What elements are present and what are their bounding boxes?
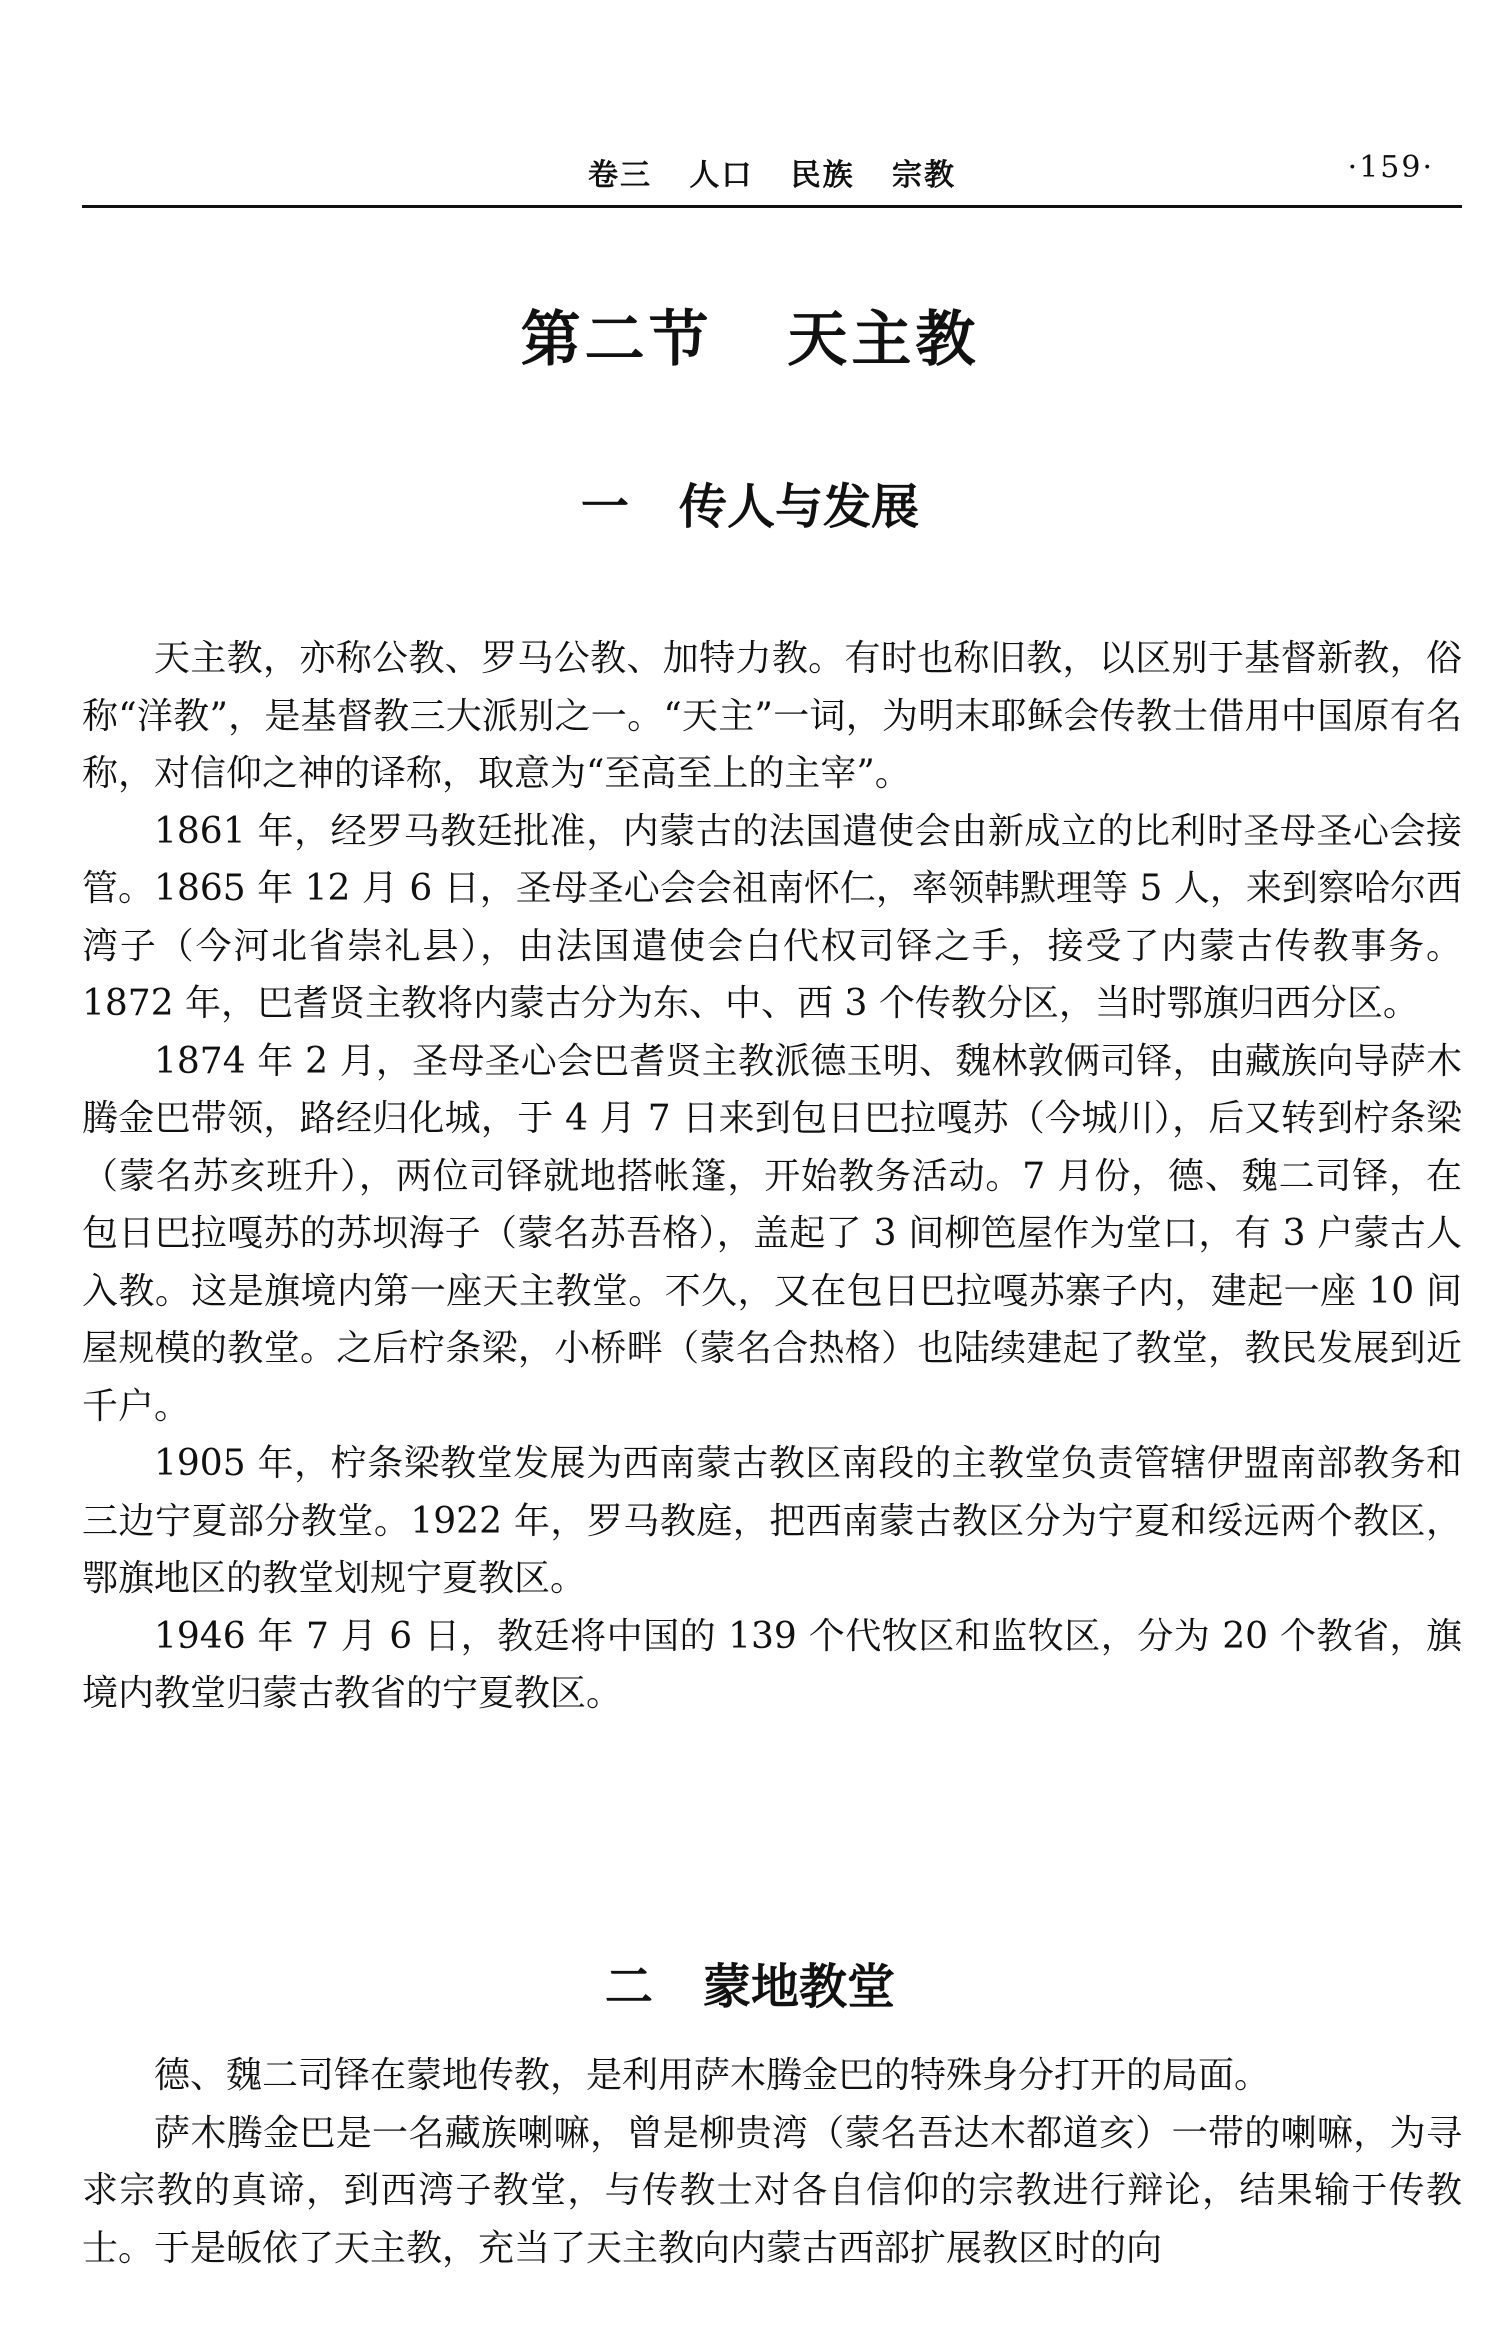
page-number: ·159· <box>1347 150 1434 185</box>
paragraph: 天主教，亦称公教、罗马公教、加特力教。有时也称旧教，以区别于基督新教，俗称“洋教”，是基督教三大派别之一。“天主”一词，为明末耶稣会传教士借用中国原有名称，对信仰之神的译称，取意为“至高至上的主宰”。 <box>82 638 1462 794</box>
body-text-part1 <box>82 630 1462 1723</box>
body-text-part2 <box>82 2047 1462 2277</box>
paragraph: 1905 年，柠条梁教堂发展为西南蒙古教区南段的主教堂负责管辖伊盟南部教务和三边宁夏部分教堂。1922 年，罗马教庭，把西南蒙古教区分为宁夏和绥远两个教区，鄂旗地区的教堂划规宁夏教区。 <box>82 1443 1462 1599</box>
paragraph: 德、魏二司铎在蒙地传教，是利用萨木腾金巴的特殊身分打开的局面。 <box>154 2055 1271 2096</box>
header-rule <box>82 205 1462 208</box>
page-header <box>82 150 1462 198</box>
section-title: 第二节 天主教 <box>520 305 980 375</box>
running-head: 卷三 人口 民族 宗教 <box>588 158 956 193</box>
paragraph: 1874 年 2 月，圣母圣心会巴耆贤主教派德玉明、魏林敦俩司铎，由藏族向导萨木腾金巴带领，路经归化城，于 4 月 7 日来到包日巴拉嘎苏（今城川），后又转到柠条梁（蒙名苏亥班升），两位司铎就地搭帐篷，开始教务活动。7 月份，德、魏二司铎，在包日巴拉嘎苏的苏坝海子（蒙名苏吾格），盖起了 3 间柳笆屋作为堂口，有 3 户蒙古人入教。这是旗境内第一座天主教堂。不久，又在包日巴拉嘎苏寨子内，建起一座 10 间屋规模的教堂。之后柠条梁，小桥畔（蒙名合热格）也陆续建起了教堂，教民发展到近千户。 <box>82 1040 1462 1427</box>
subheading-2: 二 蒙地教堂 <box>604 1959 896 2015</box>
paragraph: 1946 年 7 月 6 日，教廷将中国的 139 个代牧区和监牧区，分为 20 个教省，旗境内教堂归蒙古教省的宁夏教区。 <box>82 1615 1462 1714</box>
paragraph: 1861 年，经罗马教廷批准，内蒙古的法国遣使会由新成立的比利时圣母圣心会接管。1865 年 12 月 6 日，圣母圣心会会祖南怀仁，率领韩默理等 5 人，来到察哈尔西湾子（今河北省崇礼县），由法国遣使会白代权司铎之手，接受了内蒙古传教事务。1872 年，巴耆贤主教将内蒙古分为东、中、西 3 个传教分区，当时鄂旗归西分区。 <box>82 810 1462 1024</box>
paragraph: 萨木腾金巴是一名藏族喇嘛，曾是柳贵湾（蒙名吾达木都道亥）一带的喇嘛，为寻求宗教的真谛，到西湾子教堂，与传教士对各自信仰的宗教进行辩论，结果输于传教士。于是皈依了天主教，充当了天主教向内蒙古西部扩展教区时的向 <box>82 2112 1462 2269</box>
subheading-1: 一 传人与发展 <box>580 479 920 535</box>
